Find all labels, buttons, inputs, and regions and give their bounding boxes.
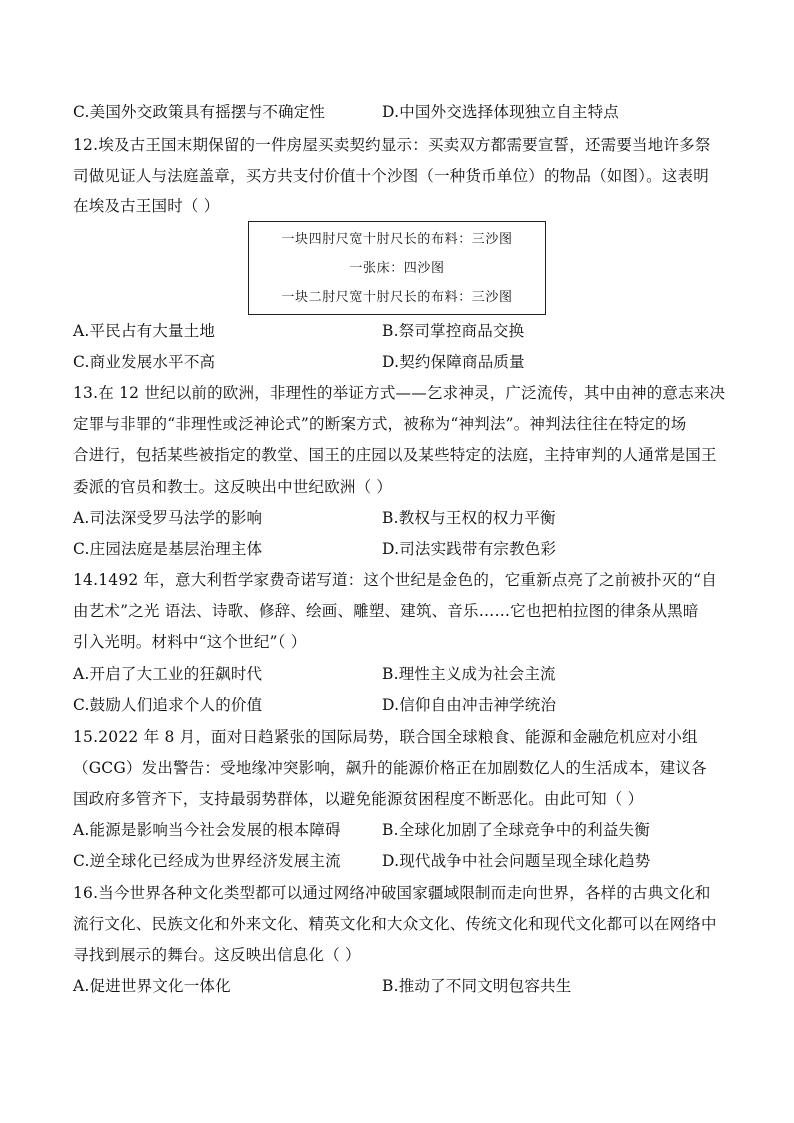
q13-stem-line-4: 委派的官员和教士。这反映出中世纪欧洲（ ） [73,478,393,496]
q16-option-b: B.推动了不同文明包容共生 [382,977,572,995]
q15-option-c: C.逆全球化已经成为世界经济发展主流 [73,852,341,870]
q13-option-b: B.教权与王权的权力平衡 [382,509,556,527]
q15-option-a: A.能源是影响当今社会发展的根本障碍 [73,821,341,839]
q12-stem-line-2: 司做见证人与法庭盖章，买方共支付价值十个沙图（一种货币单位）的物品（如图）。这表明 [73,167,709,185]
q12-option-a: A.平民占有大量土地 [73,322,216,340]
q16-option-a: A.促进世界文化一体化 [73,977,231,995]
q13-option-c: C.庄园法庭是基层治理主体 [73,540,263,558]
q15-option-b: B.全球化加剧了全球竞争中的利益失衡 [382,821,650,839]
q12-table-row-3: 一块二肘尺宽十肘尺长的布料：三沙图 [281,290,513,305]
q12-option-c: C.商业发展水平不高 [73,353,216,371]
q14-option-c: C.鼓励人们追求个人的价值 [73,696,263,714]
q13-stem-line-2: 定罪与非罪的“非理性或泛神论式”的断案方式，被称为“神判法”。神判法往往在特定的场 [73,415,687,433]
q11-option-c: C.美国外交政策具有摇摆与不确定性 [73,103,326,121]
q12-stem-line-3: 在埃及古王国时（ ） [73,197,220,215]
q13-option-d: D.司法实践带有宗教色彩 [382,540,557,558]
q12-stem-line-1: 12.埃及古王国末期保留的一件房屋买卖契约显示：买卖双方都需要宣誓，还需要当地许多祭 [73,136,711,154]
q11-option-d: D.中国外交选择体现独立自主特点 [382,103,620,121]
q12-price-table [248,221,546,315]
q14-option-a: A.开启了大工业的狂飙时代 [73,665,263,683]
q13-option-a: A.司法深受罗马法学的影响 [73,509,263,527]
q14-stem-line-2: 由艺术”之光 语法、诗歌、修辞、绘画、雕塑、建筑、音乐……它也把柏拉图的律条从黑暗 [73,602,699,620]
q13-stem-line-1: 13.在 12 世纪以前的欧洲，非理性的举证方式——乞求神灵，广泛流传，其中由神的意志来决 [73,384,726,402]
q12-table-row-1: 一块四肘尺宽十肘尺长的布料：三沙图 [281,232,513,247]
q15-stem-line-1: 15.2022 年 8 月，面对日趋紧张的国际局势，联合国全球粮食、能源和金融危机应对小组 [73,728,698,746]
q15-stem-line-3: 国政府多管齐下，支持最弱势群体，以避免能源贫困程度不断恶化。由此可知（ ） [73,790,644,808]
q12-option-d: D.契约保障商品质量 [382,353,525,371]
q13-stem-line-3: 合进行，包括某些被指定的教堂、国王的庄园以及某些特定的法庭，主持审判的人通常是国王 [73,446,717,464]
q14-stem-line-3: 引入光明。材料中“这个世纪”（ ） [73,633,307,651]
q14-option-d: D.信仰自由冲击神学统治 [382,696,557,714]
q12-option-b: B.祭司掌控商品交换 [382,322,525,340]
q14-stem-line-1: 14.1492 年，意大利哲学家费奇诺写道：这个世纪是金色的，它重新点亮了之前被扑灭的“自 [73,571,717,589]
q15-stem-line-2: （GCG）发出警告：受地缘冲突影响，飙升的能源价格正在加剧数亿人的生活成本，建议各 [73,759,707,777]
q16-stem-line-3: 寻找到展示的舞台。这反映出信息化（ ） [73,946,361,964]
q15-option-d: D.现代战争中社会问题呈现全球化趋势 [382,852,651,870]
q16-stem-line-1: 16.当今世界各种文化类型都可以通过网络冲破国家疆域限制而走向世界，各样的古典文化和 [73,884,711,902]
q12-table-row-2: 一张床：四沙图 [349,261,445,276]
q16-stem-line-2: 流行文化、民族文化和外来文化、精英文化和大众文化、传统文化和现代文化都可以在网络中 [73,915,717,933]
q14-option-b: B.理性主义成为社会主流 [382,665,556,683]
